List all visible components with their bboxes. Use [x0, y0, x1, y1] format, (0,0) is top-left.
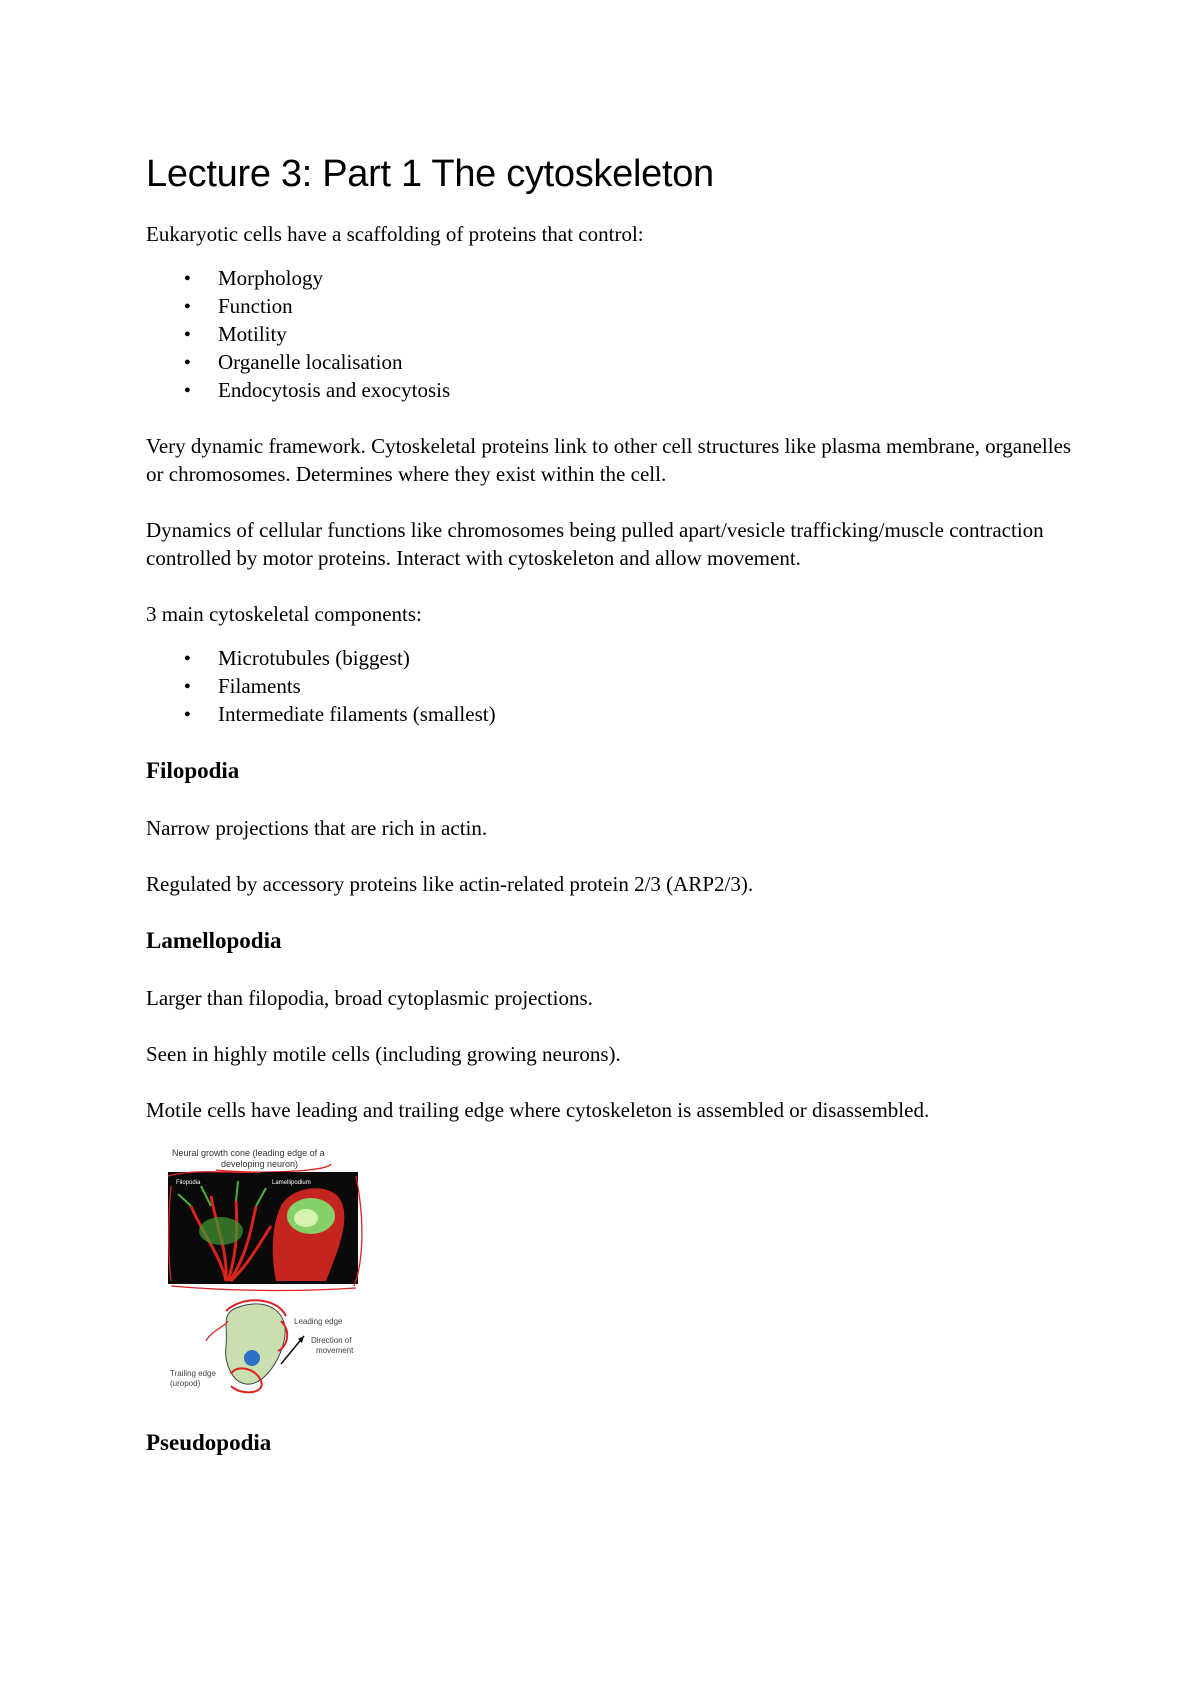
intro-text: Eukaryotic cells have a scaffolding of proteins that control:	[146, 222, 644, 246]
control-list	[146, 264, 1076, 404]
list-item: ● Filaments	[146, 672, 1076, 700]
figure-caption-line-1: Neural growth cone (leading edge of a	[172, 1148, 325, 1158]
lamellopodia-paragraph-1: Larger than filopodia, broad cytoplasmic projections.	[146, 986, 593, 1010]
migrating-cell-diagram	[206, 1300, 304, 1392]
list-item: ● Motility	[146, 320, 1076, 348]
page-title: Lecture 3: Part 1 The cytoskeleton	[146, 153, 714, 195]
dynamic-framework-paragraph: Very dynamic framework. Cytoskeletal proteins link to other cell structures like plasma membrane, organelles or chromosomes. Determines where they exist within the cell.	[146, 434, 1072, 486]
components-list	[146, 644, 1076, 728]
list-item: ● Intermediate filaments (smallest)	[146, 700, 1076, 728]
label-lamellipodium: Lamellipodium	[272, 1180, 311, 1186]
motor-proteins-paragraph: Dynamics of cellular functions like chromosomes being pulled apart/vesicle trafficking/muscle contraction controlled by motor proteins. Interact with cytoskeleton and allow movement.	[146, 518, 1044, 570]
label-trailing-line-1: Trailing edge	[170, 1369, 216, 1378]
label-leading-edge: Leading edge	[294, 1317, 343, 1326]
label-trailing-line-2: (uropod)	[170, 1379, 201, 1388]
pseudopodia-heading: Pseudopodia	[146, 1430, 272, 1455]
list-item: ● Endocytosis and exocytosis	[146, 376, 1076, 404]
filopodia-heading: Filopodia	[146, 758, 240, 783]
lamellopodia-heading: Lamellopodia	[146, 928, 282, 953]
list-item: ● Morphology	[146, 264, 1076, 292]
nucleus-icon	[244, 1350, 260, 1366]
figure-caption-line-2: developing neuron)	[221, 1159, 299, 1169]
document-page	[146, 150, 1076, 1458]
filopodia-paragraph-2: Regulated by accessory proteins like actin-related protein 2/3 (ARP2/3).	[146, 872, 754, 896]
components-intro: 3 main cytoskeletal components:	[146, 602, 422, 626]
list-item: ● Function	[146, 292, 1076, 320]
label-direction-line-2: movement	[316, 1346, 354, 1355]
label-direction-line-1: Direction of	[311, 1336, 352, 1345]
growth-cone-diagram	[166, 1146, 401, 1414]
label-filopodia: Filopodia	[176, 1180, 201, 1186]
list-item: ● Organelle localisation	[146, 348, 1076, 376]
filopodia-paragraph-1: Narrow projections that are rich in actin.	[146, 816, 488, 840]
growth-cone-figure	[166, 1146, 401, 1414]
lamellopodia-paragraph-3: Motile cells have leading and trailing edge where cytoskeleton is assembled or disassembled.	[146, 1098, 930, 1122]
list-item: ● Microtubules (biggest)	[146, 644, 1076, 672]
lamellopodia-paragraph-2: Seen in highly motile cells (including growing neurons).	[146, 1042, 621, 1066]
